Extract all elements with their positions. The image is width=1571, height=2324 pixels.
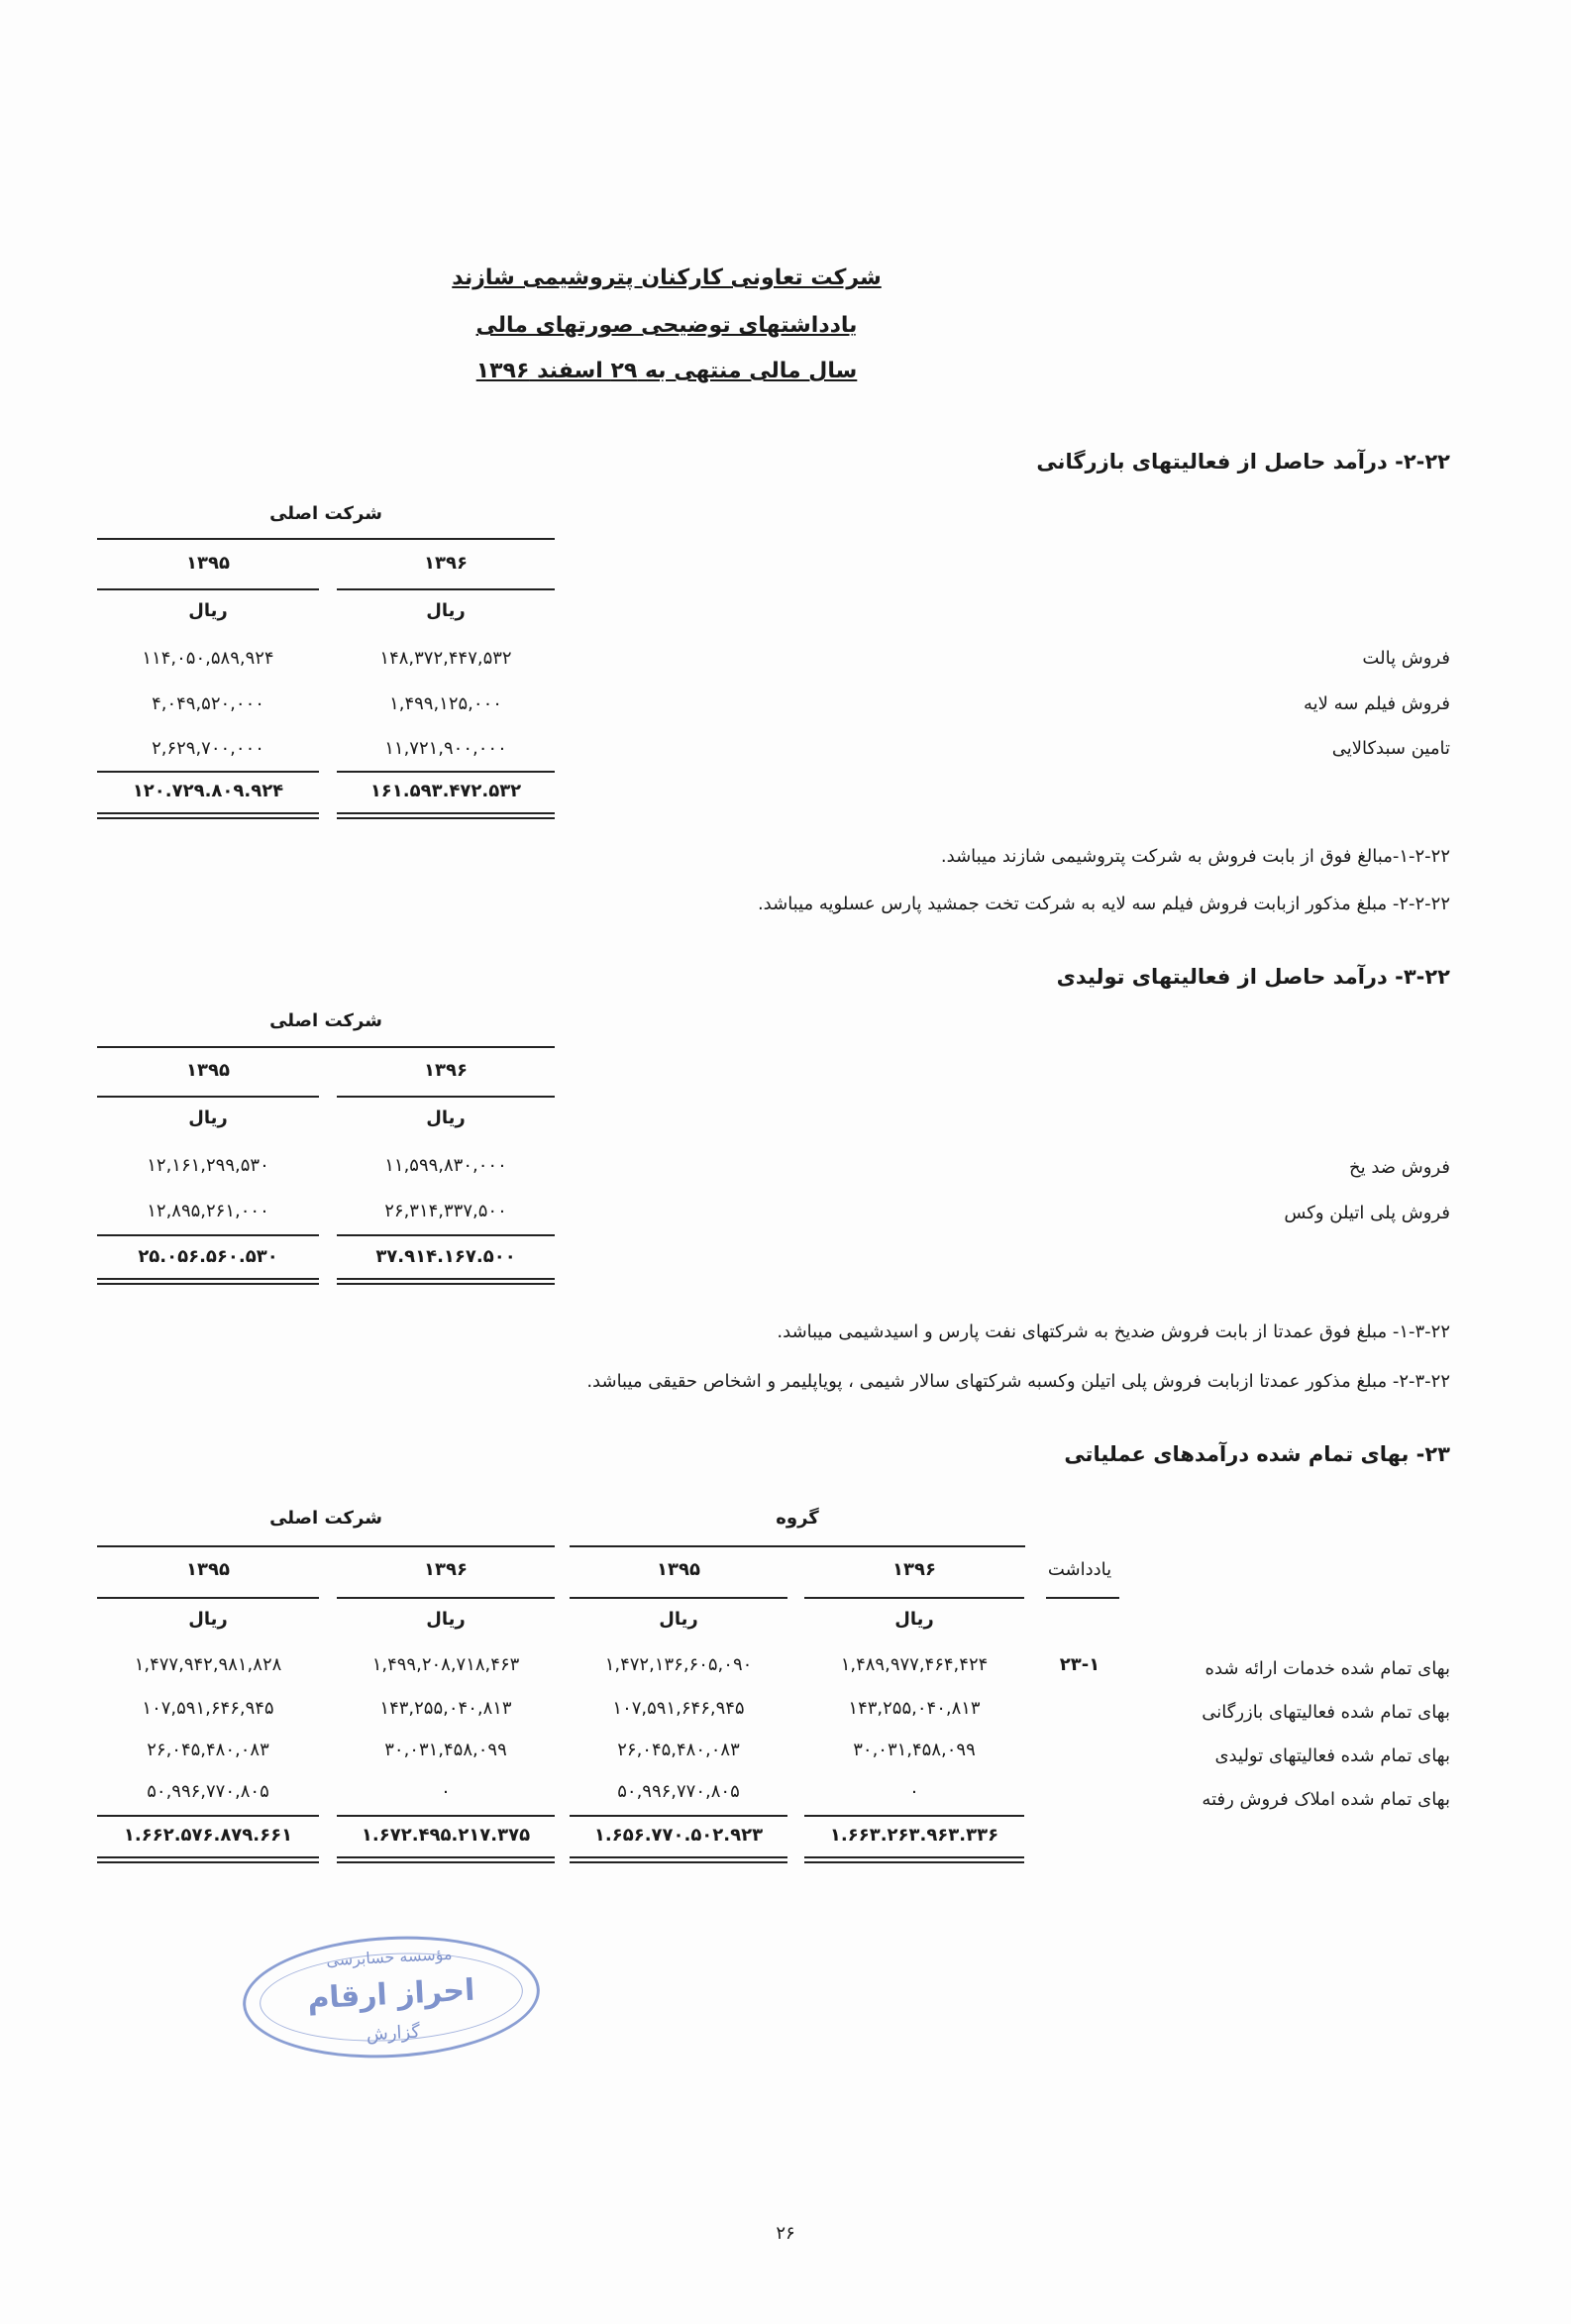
subtotal-line	[97, 771, 319, 773]
production-row-label: فروش پلی اتیلن وکس	[1284, 1203, 1450, 1223]
production-col-1395: ۱۳۹۵	[186, 1060, 230, 1081]
trade-col-1396: ۱۳۹۶	[424, 553, 468, 574]
cost-row-label: بهای تمام شده املاک فروش رفته	[1202, 1789, 1450, 1810]
cost-row-note: ۲۳-۱	[1059, 1654, 1100, 1675]
cost-row-company-1396: ۱,۴۹۹,۲۰۸,۷۱۸,۴۶۳	[371, 1654, 520, 1675]
company-title: شرکت تعاونی کارکنان پتروشیمی شازند	[452, 265, 882, 290]
subtotal-line	[97, 1815, 319, 1817]
total-double-line	[804, 1856, 1024, 1863]
production-row-value-1396: ۱۱,۵۹۹,۸۳۰,۰۰۰	[384, 1155, 507, 1176]
total-double-line	[97, 1278, 319, 1285]
trade-row-value-1395: ۴,۰۴۹,۵۲۰,۰۰۰	[152, 693, 264, 714]
cost-row-company-1396: ۰	[441, 1781, 451, 1802]
divider	[97, 1096, 319, 1098]
cost-col-group-1396: ۱۳۹۶	[892, 1559, 936, 1580]
production-col-1396: ۱۳۹۶	[424, 1060, 468, 1081]
divider	[97, 1597, 319, 1599]
trade-row-label: تامین سبدکالایی	[1331, 738, 1450, 759]
trade-row-value-1396: ۱۱,۷۲۱,۹۰۰,۰۰۰	[384, 738, 507, 759]
subtotal-line	[804, 1815, 1024, 1817]
trade-total-1396: ۱۶۱.۵۹۳.۴۷۲.۵۳۲	[369, 781, 522, 801]
production-unit-1396: ریال	[426, 1108, 466, 1128]
trade-row-label: فروش فیلم سه لایه	[1304, 693, 1450, 714]
total-double-line	[337, 1278, 555, 1285]
divider	[337, 1096, 555, 1098]
document-subtitle: یادداشتهای توضیحی صورتهای مالی	[475, 313, 858, 338]
cost-col-group-1395: ۱۳۹۵	[657, 1559, 700, 1580]
cost-row-company-1395: ۵۰,۹۹۶,۷۷۰,۸۰۵	[147, 1781, 269, 1802]
cost-row-group-1396: ۱۴۳,۲۵۵,۰۴۰,۸۱۳	[848, 1698, 981, 1719]
divider	[97, 538, 555, 540]
production-row-value-1395: ۱۲,۱۶۱,۲۹۹,۵۳۰	[147, 1155, 269, 1176]
trade-unit-1396: ریال	[426, 600, 466, 621]
subtotal-line	[337, 1234, 555, 1236]
cost-row-company-1396: ۱۴۳,۲۵۵,۰۴۰,۸۱۳	[379, 1698, 512, 1719]
divider	[337, 588, 555, 590]
section-title-production: ۳-۲۲- درآمد حاصل از فعالیتهای تولیدی	[1056, 965, 1450, 989]
production-note-1: ۱-۳-۲۲- مبلغ فوق عمدتا از بابت فروش ضدیخ به شرکتهای نفت پارس و اسیدشیمی میباشد.	[777, 1321, 1450, 1342]
cost-row-company-1396: ۳۰,۰۳۱,۴۵۸,۰۹۹	[384, 1740, 507, 1760]
production-unit-1395: ریال	[188, 1108, 228, 1128]
cost-group-header: گروه	[776, 1508, 819, 1529]
stamp-line-3: گزارش	[366, 2021, 421, 2046]
trade-row-value-1396: ۱,۴۹۹,۱۲۵,۰۰۰	[389, 693, 502, 714]
cost-row-group-1396: ۰	[909, 1781, 919, 1802]
divider	[570, 1597, 787, 1599]
subtotal-line	[97, 1234, 319, 1236]
subtotal-line	[337, 771, 555, 773]
total-double-line	[97, 1856, 319, 1863]
cost-row-group-1395: ۱۰۷,۵۹۱,۶۴۶,۹۴۵	[612, 1698, 745, 1719]
cost-col-company-1396: ۱۳۹۶	[424, 1559, 468, 1580]
divider	[804, 1597, 1024, 1599]
cost-row-group-1395: ۱,۴۷۲,۱۳۶,۶۰۵,۰۹۰	[604, 1654, 753, 1675]
cost-row-label: بهای تمام شده فعالیتهای تولیدی	[1214, 1745, 1450, 1766]
trade-row-value-1395: ۲,۶۲۹,۷۰۰,۰۰۰	[152, 738, 264, 759]
stamp-line-1: مؤسسه حسابرسی	[325, 1944, 453, 1970]
cost-row-company-1395: ۱,۴۷۷,۹۴۲,۹۸۱,۸۲۸	[134, 1654, 282, 1675]
auditor-stamp	[240, 1929, 543, 2065]
cost-unit: ریال	[659, 1609, 698, 1630]
trade-note-2: ۲-۲-۲۲- مبلغ مذکور ازبابت فروش فیلم سه لایه به شرکت تخت جمشید پارس عسلویه میباشد.	[757, 894, 1450, 914]
cost-col-company-1395: ۱۳۹۵	[186, 1559, 230, 1580]
divider	[570, 1545, 1025, 1547]
production-row-value-1396: ۲۶,۳۱۴,۳۳۷,۵۰۰	[384, 1201, 507, 1221]
total-double-line	[337, 1856, 555, 1863]
divider	[337, 1597, 555, 1599]
cost-unit: ریال	[188, 1609, 228, 1630]
cost-row-company-1395: ۲۶,۰۴۵,۴۸۰,۰۸۳	[147, 1740, 269, 1760]
section-title-trade: ۲-۲۲- درآمد حاصل از فعالیتهای بازرگانی	[1036, 450, 1450, 474]
cost-row-group-1396: ۱,۴۸۹,۹۷۷,۴۶۴,۴۲۴	[840, 1654, 989, 1675]
total-double-line	[570, 1856, 787, 1863]
production-note-2: ۲-۳-۲۲- مبلغ مذکور عمدتا ازبابت فروش پلی اتیلن وکسبه شرکتهای سالار شیمی ، پویاپلیمر و اشخاص حقیقی میباشد.	[586, 1371, 1450, 1392]
divider	[1046, 1597, 1119, 1599]
subtotal-line	[570, 1815, 787, 1817]
cost-row-group-1395: ۲۶,۰۴۵,۴۸۰,۰۸۳	[617, 1740, 740, 1760]
trade-unit-1395: ریال	[188, 600, 228, 621]
cost-row-company-1395: ۱۰۷,۵۹۱,۶۴۶,۹۴۵	[142, 1698, 274, 1719]
page-number: ۲۶	[776, 2223, 795, 2244]
trade-note-1: ۱-۲-۲۲-مبالغ فوق از بابت فروش به شرکت پتروشیمی شازند میباشد.	[940, 846, 1450, 867]
cost-total-group-1395: ۱.۶۵۶.۷۷۰.۵۰۲.۹۲۳	[593, 1825, 764, 1846]
total-double-line	[97, 812, 319, 819]
cost-note-column-header: یادداشت	[1047, 1559, 1112, 1580]
cost-row-group-1395: ۵۰,۹۹۶,۷۷۰,۸۰۵	[617, 1781, 740, 1802]
production-row-value-1395: ۱۲,۸۹۵,۲۶۱,۰۰۰	[147, 1201, 269, 1221]
cost-total-group-1396: ۱.۶۶۳.۲۶۳.۹۶۳.۳۳۶	[829, 1825, 999, 1846]
trade-row-value-1395: ۱۱۴,۰۵۰,۵۸۹,۹۲۴	[142, 648, 274, 669]
cost-total-company-1396: ۱.۶۷۲.۴۹۵.۲۱۷.۳۷۵	[361, 1825, 531, 1846]
cost-unit: ریال	[426, 1609, 466, 1630]
production-total-1396: ۳۷.۹۱۴.۱۶۷.۵۰۰	[375, 1246, 516, 1267]
cost-row-label: بهای تمام شده خدمات ارائه شده	[1204, 1658, 1450, 1679]
cost-total-company-1395: ۱.۶۶۲.۵۷۶.۸۷۹.۶۶۱	[123, 1825, 293, 1846]
cost-row-label: بهای تمام شده فعالیتهای بازرگانی	[1202, 1702, 1450, 1723]
divider	[97, 1046, 555, 1048]
section-title-cost: ۲۳- بهای تمام شده درآمدهای عملیاتی	[1064, 1442, 1450, 1466]
trade-total-1395: ۱۲۰.۷۲۹.۸۰۹.۹۲۴	[132, 781, 284, 801]
total-double-line	[337, 812, 555, 819]
trade-entity-header: شرکت اصلی	[269, 503, 382, 524]
cost-entity-header: شرکت اصلی	[269, 1508, 382, 1529]
trade-row-label: فروش پالت	[1362, 648, 1450, 669]
trade-row-value-1396: ۱۴۸,۳۷۲,۴۴۷,۵۳۲	[379, 648, 512, 669]
trade-col-1395: ۱۳۹۵	[186, 553, 230, 574]
stamp-line-2: احراز ارقام	[306, 1972, 476, 2017]
production-total-1395: ۲۵.۰۵۶.۵۶۰.۵۳۰	[138, 1246, 278, 1267]
divider	[97, 1545, 555, 1547]
cost-row-group-1396: ۳۰,۰۳۱,۴۵۸,۰۹۹	[853, 1740, 976, 1760]
cost-unit: ریال	[894, 1609, 934, 1630]
subtotal-line	[337, 1815, 555, 1817]
fiscal-period: سال مالی منتهی به ۲۹ اسفند ۱۳۹۶	[475, 359, 858, 383]
production-row-label: فروش ضد یخ	[1348, 1157, 1450, 1178]
production-entity-header: شرکت اصلی	[269, 1010, 382, 1031]
divider	[97, 588, 319, 590]
